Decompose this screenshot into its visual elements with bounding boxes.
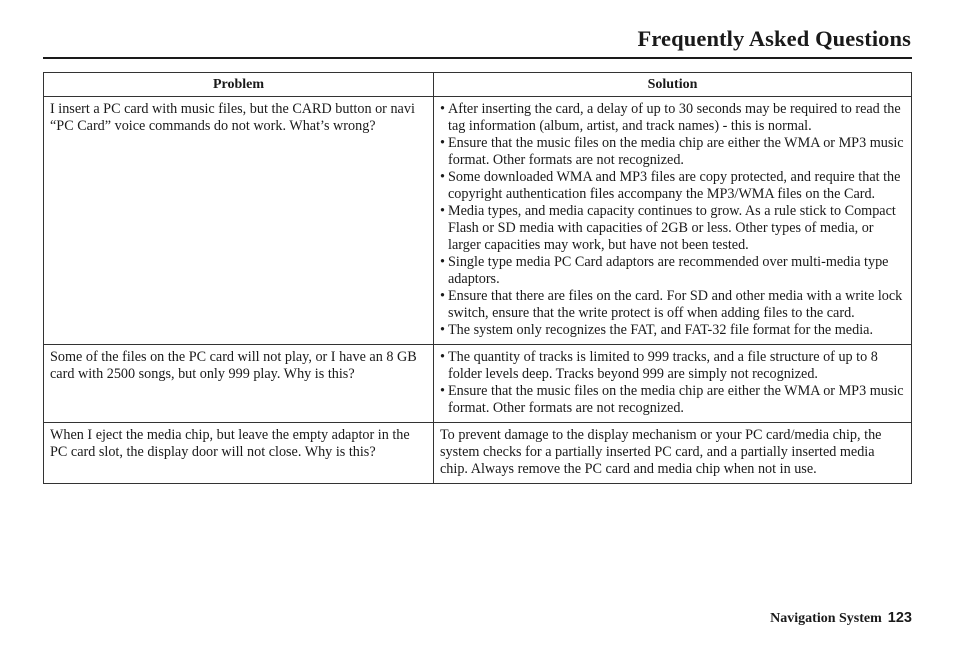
solution-cell	[434, 97, 912, 345]
solution-text: Some downloaded WMA and MP3 files are copy protected, and require that the copyright authentication files accompany the MP3/WMA files on the Card.	[448, 169, 901, 202]
solution-text: The system only recognizes the FAT, and FAT-32 file format for the media.	[448, 322, 873, 338]
page-number: 123	[887, 610, 912, 626]
solution-text: Single type media PC Card adaptors are recommended over multi-media type adaptors.	[448, 254, 889, 287]
page-footer	[770, 610, 912, 627]
solution-text: Ensure that the music files on the media chip are either the WMA or MP3 music format. Other formats are not recognized.	[448, 383, 904, 416]
solution-item	[440, 383, 905, 417]
problem-cell	[44, 345, 434, 423]
solution-item	[440, 254, 905, 288]
column-header-solution: Solution	[434, 73, 912, 97]
solution-item	[440, 203, 905, 254]
solution-text: The quantity of tracks is limited to 999 tracks, and a file structure of up to 8 folder levels deep. Tracks beyond 999 are simply not recognized.	[448, 349, 878, 382]
bullet: •	[440, 135, 445, 151]
solution-item	[440, 101, 905, 135]
bullet: •	[440, 169, 445, 185]
problem-text: When I eject the media chip, but leave the empty adaptor in the PC card slot, the display door will not close. Why is this?	[50, 427, 410, 460]
bullet: •	[440, 101, 445, 117]
solution-text: Ensure that the music files on the media chip are either the WMA or MP3 music format. Other formats are not recognized.	[448, 135, 904, 168]
solution-text: Media types, and media capacity continues to grow. As a rule stick to Compact Flash or SD media with capacities of 2GB or less. Other types of media, or larger capacities may work, but have not been tested.	[448, 203, 896, 253]
bullet: •	[440, 349, 445, 365]
faq-table	[43, 72, 912, 484]
solution-text: After inserting the card, a delay of up to 30 seconds may be required to read the tag information (album, artist, and track names) - this is normal.	[448, 101, 901, 134]
solution-text: To prevent damage to the display mechanism or your PC card/media chip, the system checks for a partially inserted PC card, and a partially inserted media chip. Always remove the PC card and media chip when not in use.	[440, 427, 882, 477]
footer-section-name: Navigation System	[770, 611, 882, 626]
solution-cell	[434, 345, 912, 423]
bullet: •	[440, 254, 445, 270]
solution-item	[440, 322, 905, 339]
column-header-problem: Problem	[44, 73, 434, 97]
page-title: Frequently Asked Questions	[637, 26, 911, 51]
bullet: •	[440, 288, 445, 304]
title-divider	[43, 57, 912, 59]
solution-list	[434, 97, 911, 344]
table-row	[44, 423, 912, 484]
solution-item	[440, 169, 905, 203]
problem-text: Some of the files on the PC card will not play, or I have an 8 GB card with 2500 songs, but only 999 play. Why is this?	[50, 349, 417, 382]
problem-text: I insert a PC card with music files, but the CARD button or navi “PC Card” voice commands do not work. What’s wrong?	[50, 101, 415, 134]
solution-item	[440, 288, 905, 322]
solution-item	[440, 349, 905, 383]
bullet: •	[440, 322, 445, 338]
bullet: •	[440, 203, 445, 219]
table-header-row	[44, 73, 912, 97]
solution-item	[440, 135, 905, 169]
problem-cell	[44, 423, 434, 484]
problem-cell	[44, 97, 434, 345]
solution-list	[434, 345, 911, 422]
solution-text: Ensure that there are files on the card. For SD and other media with a write lock switch, ensure that the write protect is off when adding files to the card.	[448, 288, 903, 321]
table-row	[44, 97, 912, 345]
bullet: •	[440, 383, 445, 399]
table-row	[44, 345, 912, 423]
solution-cell	[434, 423, 912, 484]
